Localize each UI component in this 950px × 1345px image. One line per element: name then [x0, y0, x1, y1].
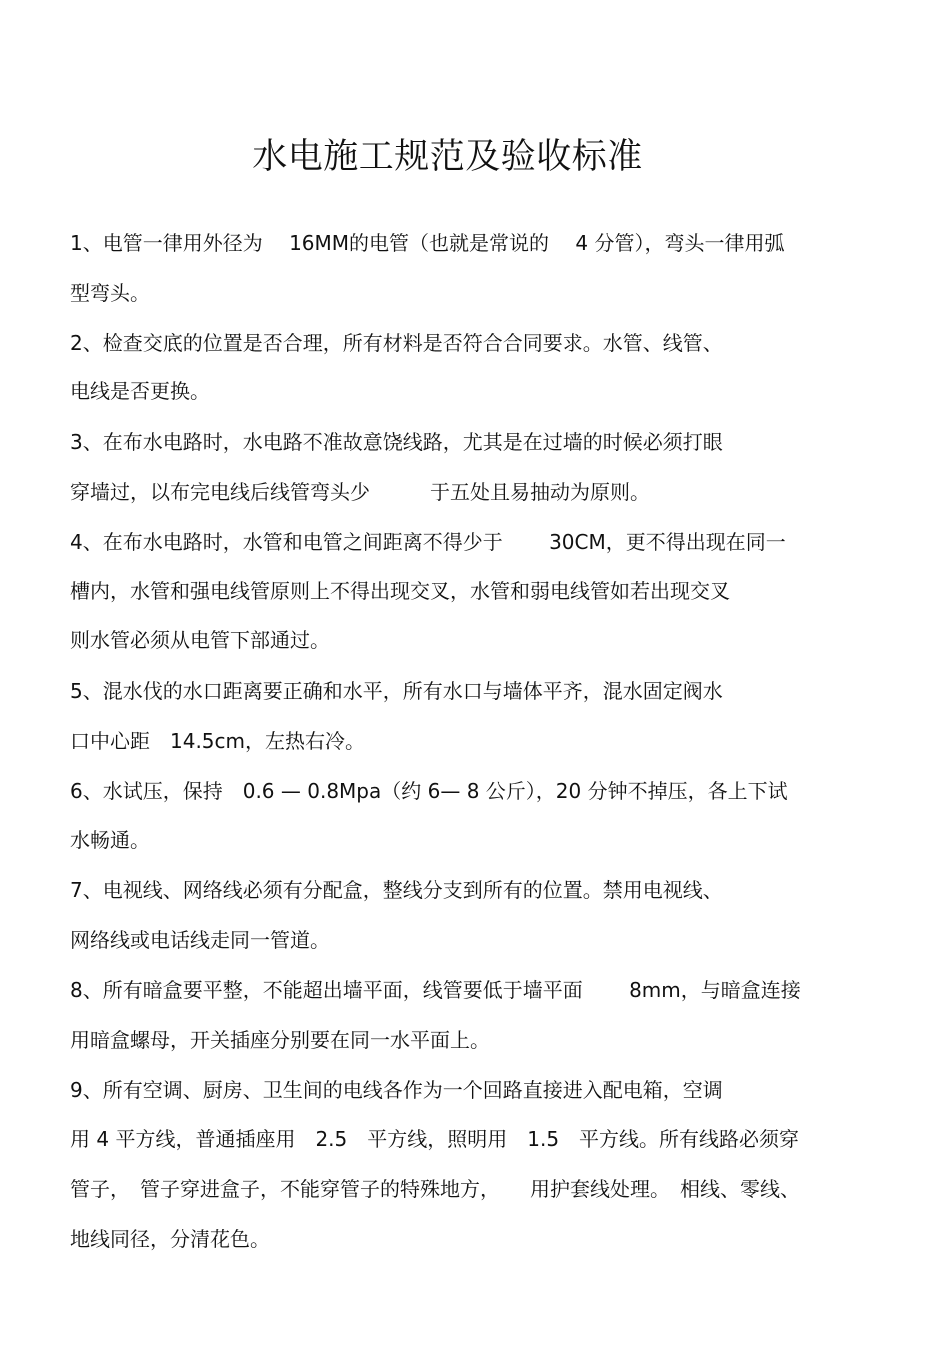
- text-line: 用 4 平方线，普通插座用 2.5 平方线，照明用 1.5 平方线。所有线路必须穿: [70, 1127, 800, 1151]
- text-line: 用暗盒螺母，开关插座分别要在同一水平面上。: [70, 1028, 490, 1052]
- text-line: 型弯头。: [70, 281, 150, 305]
- document-title: 水电施工规范及验收标准: [252, 137, 643, 177]
- text-line: 8、所有暗盒要平整，不能超出墙平面，线管要低于墙平面 8mm，与暗盒连接: [70, 978, 801, 1002]
- text-line: 口中心距 14.5cm，左热右冷。: [70, 729, 366, 753]
- text-line: 5、混水伐的水口距离要正确和水平，所有水口与墙体平齐，混水固定阀水: [70, 679, 723, 703]
- text-line: 7、电视线、网络线必须有分配盒，整线分支到所有的位置。禁用电视线、: [70, 878, 723, 902]
- text-line: 地线同径，分清花色。: [70, 1227, 270, 1251]
- text-line: 槽内，水管和强电线管原则上不得出现交叉，水管和弱电线管如若出现交叉: [70, 579, 730, 603]
- text-line: 4、在布水电路时，水管和电管之间距离不得少于 30CM，更不得出现在同一: [70, 530, 786, 554]
- text-line: 9、所有空调、厨房、卫生间的电线各作为一个回路直接进入配电箱，空调: [70, 1078, 723, 1102]
- text-line: 穿墙过，以布完电线后线管弯头少 于五处且易抽动为原则。: [70, 480, 650, 504]
- text-line: 水畅通。: [70, 828, 150, 852]
- text-line: 3、在布水电路时，水电路不准故意饶线路，尤其是在过墙的时候必须打眼: [70, 430, 723, 454]
- text-line: 管子， 管子穿进盒子，不能穿管子的特殊地方， 用护套线处理。 相线、零线、: [70, 1177, 800, 1201]
- text-line: 2、检查交底的位置是否合理，所有材料是否符合合同要求。水管、线管、: [70, 331, 723, 355]
- text-line: 则水管必须从电管下部通过。: [70, 628, 330, 652]
- text-line: 电线是否更换。: [70, 379, 210, 403]
- text-line: 1、电管一律用外径为 16MM的电管（也就是常说的 4 分管），弯头一律用弧: [70, 231, 785, 255]
- text-line: 6、水试压，保持 0.6 — 0.8Mpa（约 6— 8 公斤），20 分钟不掉压，各上下试: [70, 779, 788, 803]
- text-line: 网络线或电话线走同一管道。: [70, 928, 330, 952]
